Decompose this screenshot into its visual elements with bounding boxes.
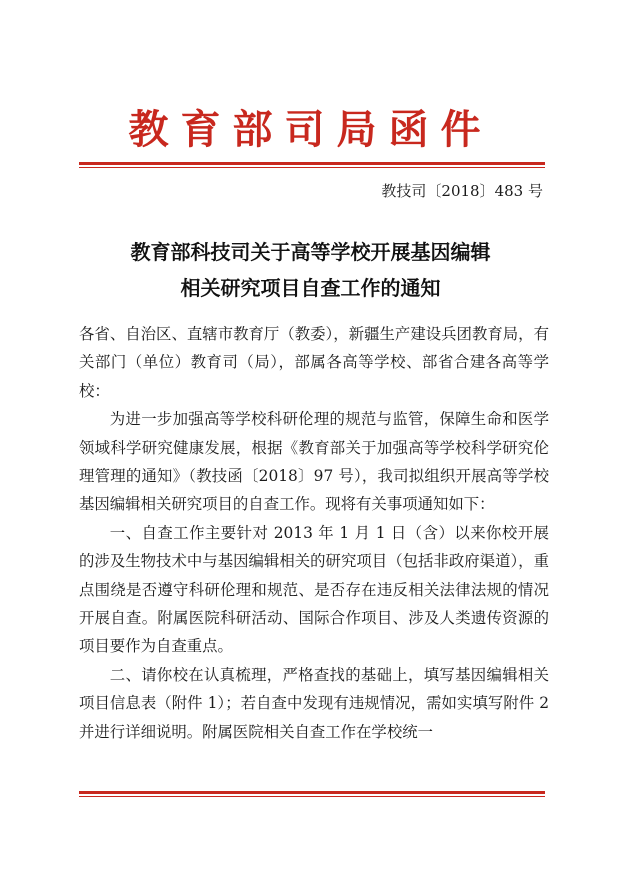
- document-title: [0, 234, 621, 306]
- footer-divider-thin: [79, 796, 545, 797]
- addressee-paragraph: 各省、自治区、直辖市教育厅（教委），新疆生产建设兵团教育局，有关部门（单位）教育司（局），部属各高等学校、部省合建各高等学校：: [79, 325, 549, 400]
- letterhead-title: 教育部司局函件: [128, 106, 493, 153]
- document-title-line-1: 教育部科技司关于高等学校开展基因编辑: [130, 240, 491, 264]
- body-paragraph-2: 一、自查工作主要针对 2013 年 1 月 1 日（含）以来你校开展的涉及生物技术中与基因编辑相关的研究项目（包括非政府渠道），重点围绕是否遵守科研伦理和规范、是否存在违反相关法律法规的情况开展自查。附属医院科研活动、国际合作项目、涉及人类遗传资源的项目要作为自查重点。: [79, 523, 549, 656]
- body-paragraph-3: 二、请你校在认真梳理，严格查找的基础上，填写基因编辑相关项目信息表（附件 1）；若自查中发现有违规情况，需如实填写附件 2 并进行详细说明。附属医院相关自查工作在学校统一: [79, 665, 549, 741]
- document-body: [79, 320, 549, 746]
- document-title-line-2: 相关研究项目自查工作的通知: [180, 276, 441, 300]
- header-divider-thin: [79, 167, 545, 168]
- header-divider-thick: [79, 162, 545, 165]
- body-paragraph-1: 为进一步加强高等学校科研伦理的规范与监管，保障生命和医学领域科学研究健康发展，根据《教育部关于加强高等学校科学研究伦理管理的通知》（教技函〔2018〕97 号），我司拟组织开展高等学校基因编辑相关研究项目的自查工作。现将有关事项通知如下：: [79, 410, 549, 514]
- footer-divider-thick: [79, 791, 545, 794]
- document-number: 教技司〔2018〕483 号: [381, 182, 543, 200]
